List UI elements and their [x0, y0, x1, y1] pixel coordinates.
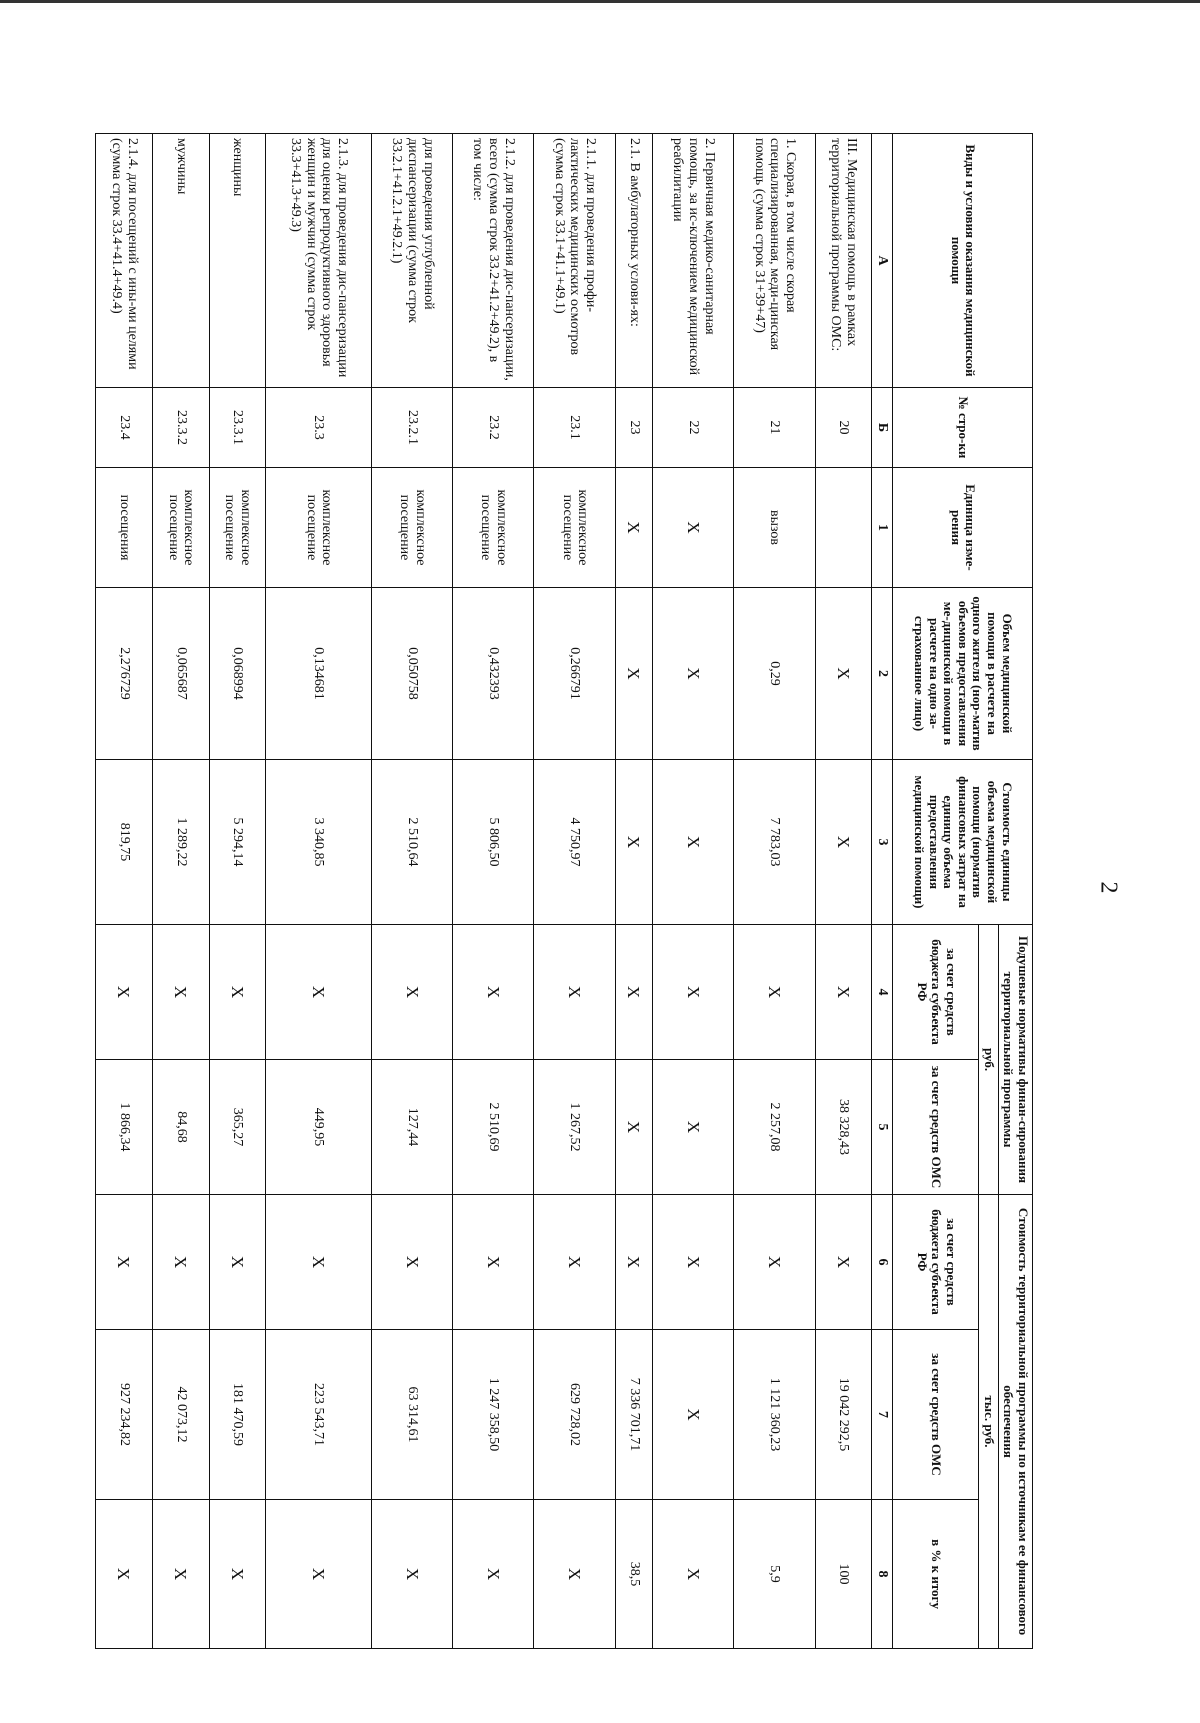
row-cost-budget: X [209, 1195, 266, 1330]
row-unit: комплексное посещение [372, 468, 453, 588]
row-cost-budget: X [815, 1195, 872, 1330]
row-label: 1. Скорая, в том числе скорая специализированная, меди-цинская помощь (сумма строк 31+39+47) [734, 134, 815, 388]
row-label: III. Медицинская помощь в рамках территориальной программы ОМС: [815, 134, 872, 388]
row-unit: комплексное посещение [534, 468, 615, 588]
row-volume: X [615, 588, 653, 760]
row-per-capita-oms: 2 510,69 [453, 1060, 534, 1195]
row-number: 22 [653, 388, 734, 468]
header-group-per-capita: Подушевые нормативы финан-сирования территориальной программы [998, 925, 1032, 1195]
row-volume: 0,266791 [534, 588, 615, 760]
row-per-capita-oms: X [653, 1060, 734, 1195]
row-cost-budget: X [615, 1195, 653, 1330]
col-number-a: А [872, 134, 893, 388]
col-number-6: 6 [872, 1195, 893, 1330]
table-row [734, 134, 815, 1649]
row-per-capita-oms: 365,27 [209, 1060, 266, 1195]
table-row [152, 134, 209, 1649]
row-unit-cost: X [815, 760, 872, 925]
row-number: 23.4 [96, 388, 153, 468]
row-percent: X [653, 1500, 734, 1649]
row-cost-oms: 1 247 358,50 [453, 1330, 534, 1500]
col-number-5: 5 [872, 1060, 893, 1195]
row-cost-oms: 7 336 701,71 [615, 1330, 653, 1500]
row-unit-cost: X [653, 760, 734, 925]
col-number-1: 1 [872, 468, 893, 588]
table-row [372, 134, 453, 1649]
header-col-1: Единица изме-рения [893, 468, 1033, 588]
table-row [815, 134, 872, 1649]
row-number: 23.3.1 [209, 388, 266, 468]
row-per-capita-budget: X [209, 925, 266, 1060]
row-unit-cost: X [615, 760, 653, 925]
row-per-capita-oms: 1 267,52 [534, 1060, 615, 1195]
row-per-capita-oms: 84,68 [152, 1060, 209, 1195]
row-label: 2.1.4. для посещений с ины-ми целями (сумма строк 33.4+41.4+49.4) [96, 134, 153, 388]
row-cost-oms: 927 234,82 [96, 1330, 153, 1500]
header-unit-thousand-rub: тыс. руб. [979, 1195, 999, 1649]
row-volume: X [653, 588, 734, 760]
row-label: для проведения углубленной диспансеризации (сумма строк 33.2.1+41.2.1+49.2.1) [372, 134, 453, 388]
col-number-2: 2 [872, 588, 893, 760]
row-number: 23.3.2 [152, 388, 209, 468]
row-per-capita-budget: X [615, 925, 653, 1060]
row-label: 2.1. В амбулаторных услови-ях: [615, 134, 653, 388]
row-cost-budget: X [453, 1195, 534, 1330]
row-volume: 0,432393 [453, 588, 534, 760]
row-unit-cost: 1 289,22 [152, 760, 209, 925]
row-per-capita-budget: X [534, 925, 615, 1060]
row-per-capita-oms: 127,44 [372, 1060, 453, 1195]
row-cost-oms: 1 121 360,23 [734, 1330, 815, 1500]
row-cost-budget: X [734, 1195, 815, 1330]
header-col-8: в % к итогу [893, 1500, 979, 1649]
row-cost-oms: 629 728,02 [534, 1330, 615, 1500]
row-unit: комплексное посещение [209, 468, 266, 588]
row-percent: X [372, 1500, 453, 1649]
row-volume: 0,050758 [372, 588, 453, 760]
row-unit-cost: 2 510,64 [372, 760, 453, 925]
row-number: 20 [815, 388, 872, 468]
row-label: 2.1.2. для проведения дис-пансеризации, всего (сумма строк 33.2+41.2+49.2), в том числе: [453, 134, 534, 388]
row-label: 2.1.3. для проведения дис-пансеризации для оценки репродуктивного здоровья женщин и мужчин (сумма строк 33.3+41.3+49.3) [266, 134, 372, 388]
column-numbers-row [872, 134, 893, 1649]
row-unit: комплексное посещение [453, 468, 534, 588]
row-per-capita-budget: X [453, 925, 534, 1060]
row-per-capita-budget: X [266, 925, 372, 1060]
header-col-2: Объем медицинской помощи в расчете на одного жителя (нор-матив объемов предоставления ме-дицинской помощи в расчете на одно за-страхованное лицо) [893, 588, 1033, 760]
header-col-3: Стоимость единицы объема медицинской помощи (норматив финансовых затрат на единицу объема предоставления медицинской помощи) [893, 760, 1033, 925]
row-per-capita-budget: X [372, 925, 453, 1060]
row-percent: X [534, 1500, 615, 1649]
row-cost-budget: X [653, 1195, 734, 1330]
row-percent: X [266, 1500, 372, 1649]
row-percent: 5,9 [734, 1500, 815, 1649]
row-per-capita-budget: X [152, 925, 209, 1060]
header-col-a: Виды и условия оказания медицинской помощи [893, 134, 1033, 388]
header-col-5: за счет средств ОМС [893, 1060, 979, 1195]
row-unit-cost: 4 750,97 [534, 760, 615, 925]
rotated-table-frame [95, 133, 1033, 1648]
row-unit-cost: 5 806,50 [453, 760, 534, 925]
row-unit [815, 468, 872, 588]
row-number: 23.2 [453, 388, 534, 468]
table-row [615, 134, 653, 1649]
row-unit-cost: 819,75 [96, 760, 153, 925]
row-number: 23 [615, 388, 653, 468]
col-number-8: 8 [872, 1500, 893, 1649]
row-percent: 100 [815, 1500, 872, 1649]
table-row [96, 134, 153, 1649]
row-per-capita-oms: 449,95 [266, 1060, 372, 1195]
row-percent: X [152, 1500, 209, 1649]
row-unit: X [653, 468, 734, 588]
row-cost-oms: 181 470,59 [209, 1330, 266, 1500]
row-volume: 0,068994 [209, 588, 266, 760]
row-cost-oms: 42 073,12 [152, 1330, 209, 1500]
row-percent: X [209, 1500, 266, 1649]
row-per-capita-budget: X [734, 925, 815, 1060]
row-cost-budget: X [534, 1195, 615, 1330]
row-cost-oms: 223 543,71 [266, 1330, 372, 1500]
table-body [96, 134, 872, 1649]
table-row [266, 134, 372, 1649]
row-unit: X [615, 468, 653, 588]
row-per-capita-budget: X [815, 925, 872, 1060]
row-unit: вызов [734, 468, 815, 588]
row-label: женщины [209, 134, 266, 388]
header-col-b: № стро-ки [893, 388, 1033, 468]
row-unit: комплексное посещение [152, 468, 209, 588]
table-row [534, 134, 615, 1649]
row-volume: X [815, 588, 872, 760]
row-label: 2. Первичная медико-санитарная помощь, за ис-ключением медицинской реабилитации [653, 134, 734, 388]
row-cost-budget: X [96, 1195, 153, 1330]
scan-edge-line [0, 0, 1200, 3]
row-unit-cost: 7 783,03 [734, 760, 815, 925]
row-cost-oms: 63 314,61 [372, 1330, 453, 1500]
table-row [453, 134, 534, 1649]
row-label: 2.1.1. для проведения профи-лактических медицинских осмотров (сумма строк 33.1+41.1+49.1) [534, 134, 615, 388]
col-number-4: 4 [872, 925, 893, 1060]
row-percent: 38,5 [615, 1500, 653, 1649]
header-col-7: за счет средств ОМС [893, 1330, 979, 1500]
row-per-capita-oms: X [615, 1060, 653, 1195]
row-cost-oms: 19 042 292,5 [815, 1330, 872, 1500]
row-unit: посещения [96, 468, 153, 588]
row-number: 23.1 [534, 388, 615, 468]
col-number-3: 3 [872, 760, 893, 925]
table-row [653, 134, 734, 1649]
row-per-capita-oms: 38 328,43 [815, 1060, 872, 1195]
row-unit-cost: 5 294,14 [209, 760, 266, 925]
financing-table [95, 133, 1033, 1649]
row-volume: 2,276729 [96, 588, 153, 760]
row-unit-cost: 3 340,85 [266, 760, 372, 925]
row-label: мужчины [152, 134, 209, 388]
row-number: 23.2.1 [372, 388, 453, 468]
header-group-program-cost: Стоимость территориальной программы по источникам ее финансового обеспечения [998, 1195, 1032, 1649]
row-per-capita-budget: X [653, 925, 734, 1060]
row-cost-budget: X [266, 1195, 372, 1330]
page-number: 2 [1095, 881, 1122, 894]
row-cost-budget: X [372, 1195, 453, 1330]
row-per-capita-oms: 2 257,08 [734, 1060, 815, 1195]
row-unit: комплексное посещение [266, 468, 372, 588]
row-per-capita-budget: X [96, 925, 153, 1060]
row-cost-oms: X [653, 1330, 734, 1500]
row-cost-budget: X [152, 1195, 209, 1330]
row-volume: 0,134681 [266, 588, 372, 760]
row-per-capita-oms: 1 866,34 [96, 1060, 153, 1195]
table-row [209, 134, 266, 1649]
header-unit-rub: руб. [979, 925, 999, 1195]
row-number: 21 [734, 388, 815, 468]
row-number: 23.3 [266, 388, 372, 468]
row-volume: 0,29 [734, 588, 815, 760]
rotated-table-content [95, 133, 1033, 1648]
col-number-7: 7 [872, 1330, 893, 1500]
row-percent: X [96, 1500, 153, 1649]
col-number-b: Б [872, 388, 893, 468]
header-col-6: за счет средств бюджета субъекта РФ [893, 1195, 979, 1330]
row-percent: X [453, 1500, 534, 1649]
header-col-4: за счет средств бюджета субъекта РФ [893, 925, 979, 1060]
row-volume: 0,065687 [152, 588, 209, 760]
